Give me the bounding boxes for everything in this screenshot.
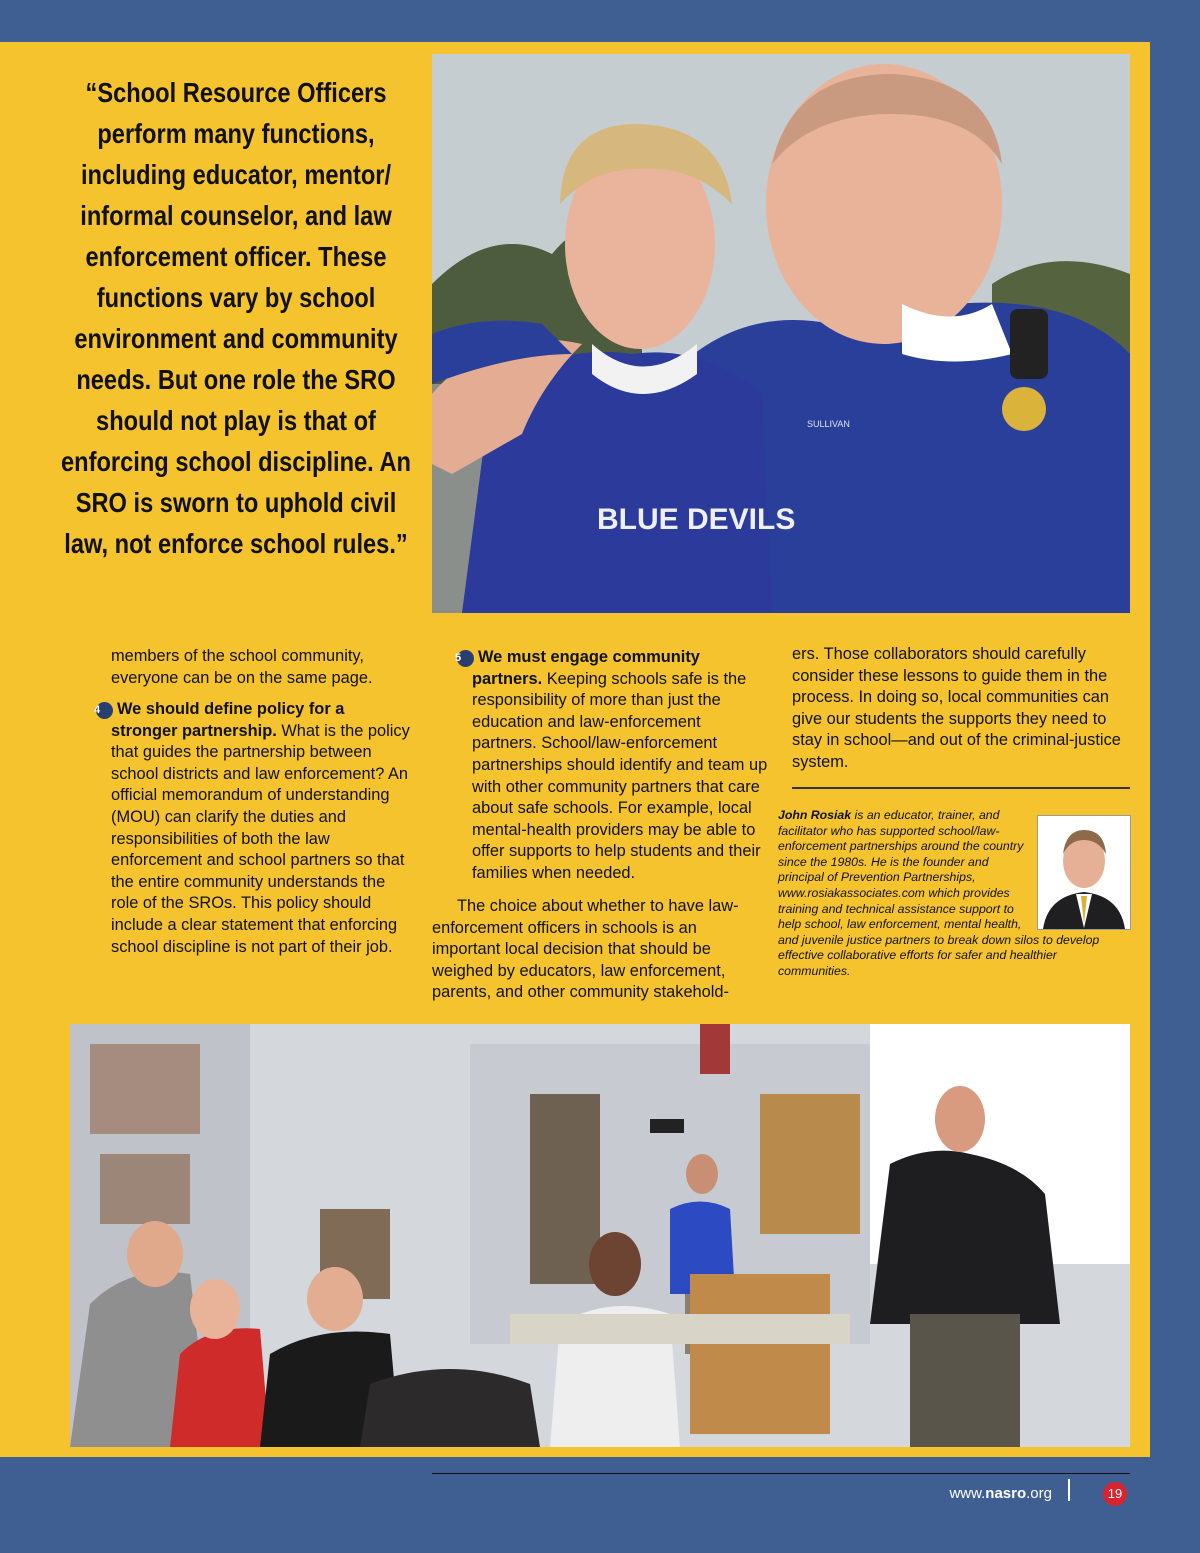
footer-rule [432, 1473, 1130, 1474]
pull-quote: “School Resource Officers perform many functions, including educator, mentor/ informal counselor, and law enforcement officer. These functions vary by school environment and community needs. But one role the SRO should not play is that of enforcing school discipline. An SRO is sworn to uphold civil law, not enforce school rules.” [61, 77, 411, 559]
author-portrait [1037, 815, 1131, 930]
item-5-body: Keeping schools safe is the responsibility of more than just the education and law-enforcement partners. School/law-enforcement partnerships should identify and team up with other community partners that care about safe schools. For example, local mental-health providers may be able to offer supports to help students and their families when needed. [472, 669, 768, 882]
column-3-paragraph: ers. Those collaborators should carefully consider these lessons to guide them in the process. In doing so, local communities can give our students the supports they need to stay in school—and out of the criminal-justice system. [792, 645, 1121, 771]
column-3 [792, 644, 1128, 774]
author-portrait-illustration [1038, 816, 1130, 929]
item-5-number-badge: 5 [457, 650, 474, 667]
footer-url-suffix: .org [1026, 1485, 1052, 1502]
item-4-number-badge: 4 [96, 702, 113, 719]
footer-url[interactable] [910, 1484, 1052, 1504]
page-number: 19 [1103, 1482, 1127, 1506]
footer-url-prefix: www. [949, 1485, 986, 1502]
item-5 [454, 647, 769, 885]
column-1 [111, 646, 408, 689]
photo-classroom-illustration [70, 1024, 1130, 1447]
photo-student-and-officer [432, 54, 1130, 613]
item-5-heading: We must engage community partners. [472, 648, 700, 688]
footer-separator [1068, 1479, 1070, 1501]
item-4-body: What is the policy that guides the partnership between school districts and law enforcement? An official memorandum of understanding (MOU) can clarify the duties and responsibilities of both the law enforcement and school partners so that the entire community understands the role of the SROs. This policy should include a clear statement that enforcing school discipline is not part of their job. [111, 721, 410, 956]
column-2-paragraph: The choice about whether to have law-enforcement officers in schools is an important local decision that should be weighed by educators, law enforcement, parents, and other community stakehold- [432, 897, 739, 1002]
footer-url-bold: nasro [985, 1485, 1027, 1502]
author-bio-text: is an educator, trainer, and facilitator who has supported school/law-enforcement partnerships around the country since the 1980s. He is the founder and principal of Prevention Partnerships, www.rosiakassociates.com which provides training and technical assistance support to help school, law enforcement, mental health, and juvenile justice partners to break down silos to develop effective collaborative efforts for safer and healthier communities. [778, 808, 1100, 978]
item-4 [93, 699, 412, 958]
photo-classroom [70, 1024, 1130, 1447]
jersey-text: BLUE DEVILS [597, 503, 796, 536]
item-4-heading: We should define policy for a stronger partnership. [111, 700, 345, 740]
column-2-paragraph-block [432, 896, 768, 1004]
author-name: John Rosiak [778, 808, 852, 822]
continued-text: members of the school community, everyone can be on the same page. [111, 647, 373, 687]
officer-nameplate: SULLIVAN [807, 419, 850, 429]
bio-divider [792, 787, 1130, 789]
photo-student-and-officer-illustration [432, 54, 1130, 613]
